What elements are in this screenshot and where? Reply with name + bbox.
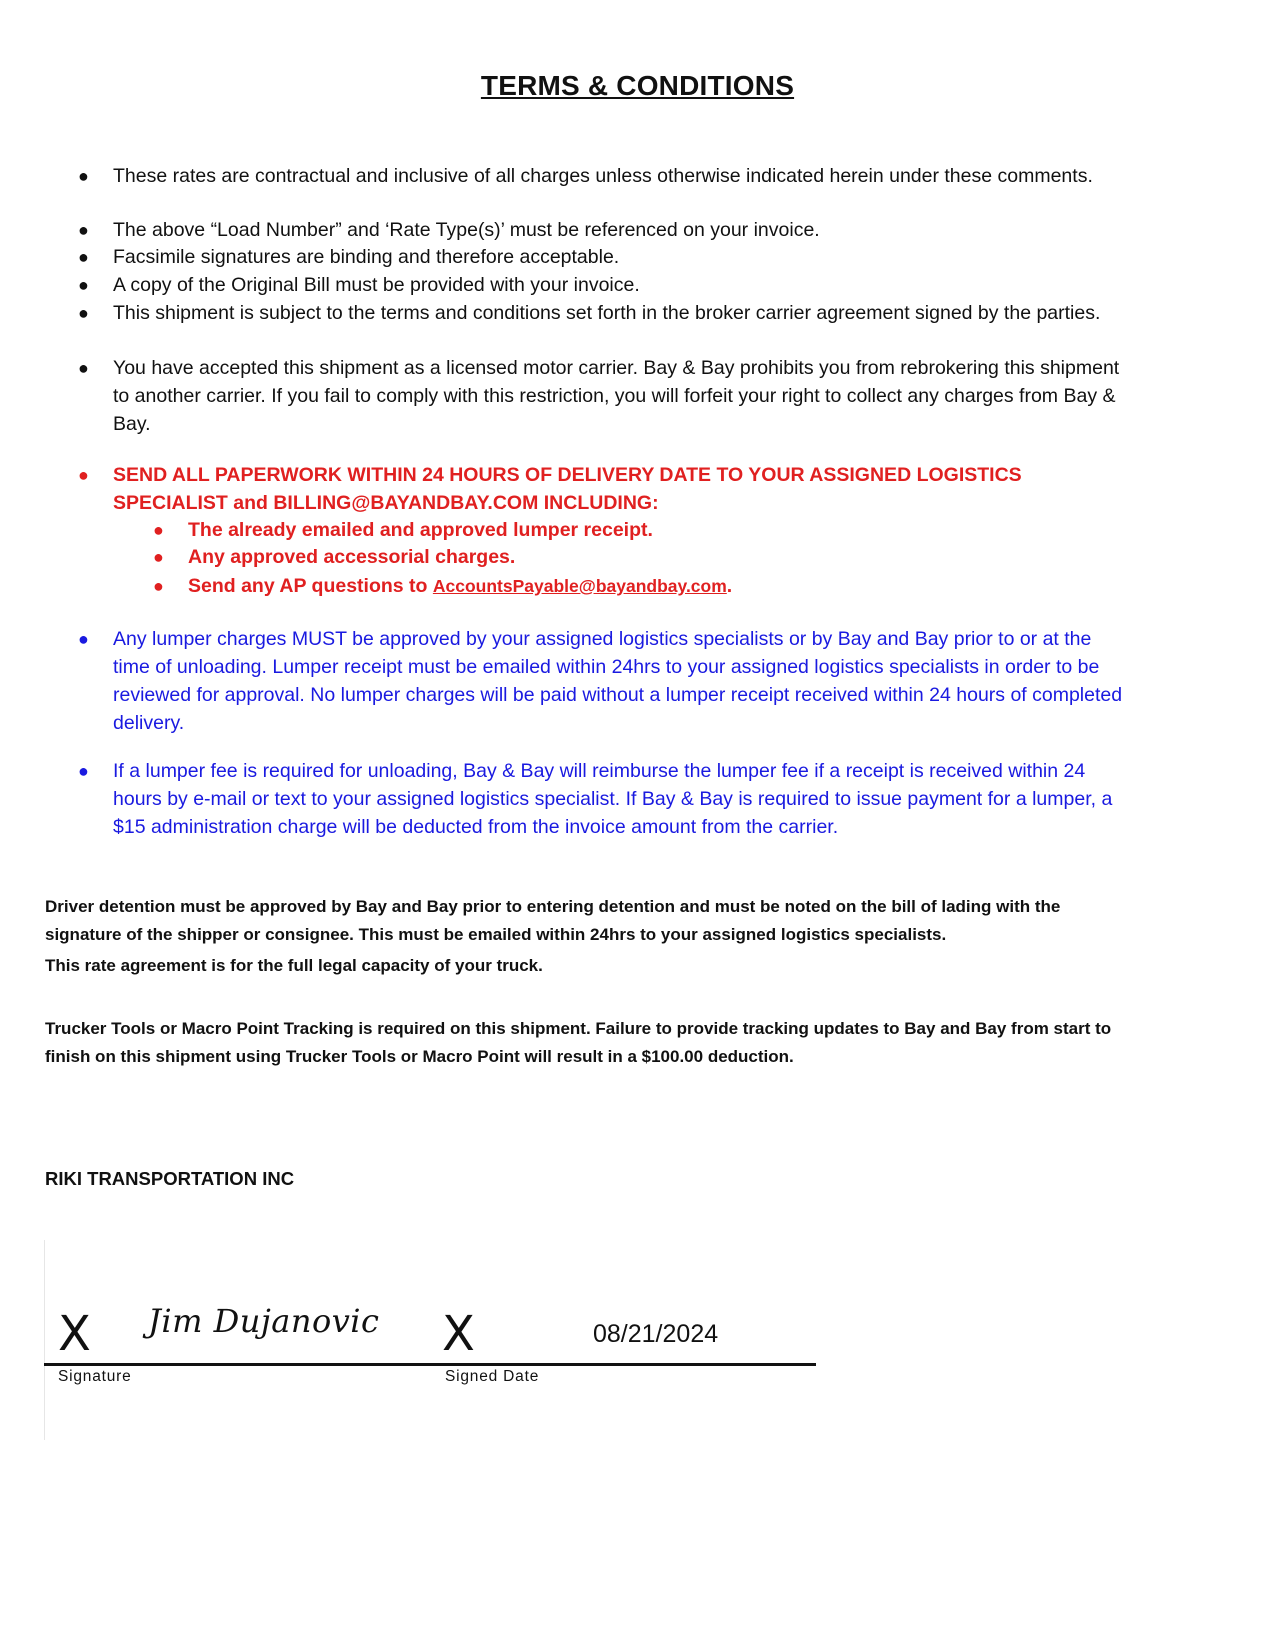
bullet-icon: ●	[78, 303, 89, 323]
lumper-text: Any lumper charges MUST be approved by your assigned logistics specialists or by Bay and Bay prior to or at the time of unloading. Lumper receipt must be emailed within 24hrs to your assigned logistics specialists in order to be reviewed for approval. No lumper charges will be paid without a lumper receipt received within 24 hours of completed delivery.	[113, 628, 1123, 734]
tracking-paragraph: Trucker Tools or Macro Point Tracking is required on this shipment. Failure to provide tracking updates to Bay and Bay from start to finish on this shipment using Trucker Tools or Macro Point will result in a $100.00 deduction.	[45, 1019, 1112, 1066]
signed-date-x-mark: X	[442, 1306, 475, 1362]
bullet-icon: ●	[153, 576, 164, 596]
signature-name: Jim Dujanovic	[148, 1302, 380, 1340]
signature-line[interactable]	[44, 1363, 430, 1366]
company-name: RIKI TRANSPORTATION INC	[45, 1168, 295, 1189]
bullet-text: This shipment is subject to the terms and conditions set forth in the broker carrier agreement signed by the parties.	[113, 302, 1101, 324]
paperwork-sub-item	[153, 543, 1088, 571]
bullet-item	[78, 299, 1123, 327]
bullet-text: The above “Load Number” and ‘Rate Type(s)’ must be referenced on your invoice.	[113, 219, 820, 241]
divider	[44, 1240, 45, 1440]
lumper-bullet	[78, 625, 1123, 737]
bullet-icon: ●	[78, 166, 89, 186]
bullet-icon: ●	[153, 547, 164, 567]
bullet-item	[78, 354, 1123, 438]
bullet-text: Facsimile signatures are binding and therefore acceptable.	[113, 246, 620, 268]
detention-paragraph: Driver detention must be approved by Bay and Bay prior to entering detention and must be noted on the bill of lading with the signature of the shipper or consignee. This must be emailed within 24hrs to your assigned logistics specialists.	[45, 897, 1061, 944]
bullet-icon: ●	[78, 220, 89, 240]
lumper-bullet	[78, 757, 1123, 841]
paperwork-sub-item	[153, 572, 1088, 600]
bullet-item	[78, 216, 1123, 244]
signed-date-value: 08/21/2024	[593, 1320, 719, 1348]
paperwork-sub-text: The already emailed and approved lumper receipt.	[188, 519, 653, 541]
bullet-text: You have accepted this shipment as a licensed motor carrier. Bay & Bay prohibits you from rebrokering this shipment to another carrier. If you fail to comply with this restriction, you will forfeit your right to collect any charges from Bay & Bay.	[113, 357, 1120, 435]
lumper-text: If a lumper fee is required for unloading, Bay & Bay will reimburse the lumper fee if a receipt is received within 24 hours by e-mail or text to your assigned logistics specialist. If Bay & Bay is required to issue payment for a lumper, a $15 administration charge will be deducted from the invoice amount from the carrier.	[113, 760, 1113, 838]
bullet-icon: ●	[78, 247, 89, 267]
ap-prefix: Send any AP questions to	[188, 575, 433, 597]
page-title: TERMS & CONDITIONS	[480, 70, 795, 101]
capacity-paragraph: This rate agreement is for the full legal capacity of your truck.	[45, 956, 543, 975]
paperwork-sub-text: Any approved accessorial charges.	[188, 546, 516, 568]
signed-date-line[interactable]	[430, 1363, 816, 1366]
accounts-payable-link[interactable]: AccountsPayable@bayandbay.com	[432, 576, 727, 596]
signature-x-mark: X	[58, 1306, 91, 1362]
signed-date-label: Signed Date	[445, 1368, 540, 1385]
bullet-item	[78, 162, 1123, 190]
paperwork-sub-item	[153, 516, 1088, 544]
signature-label: Signature	[58, 1368, 132, 1385]
bullet-icon: ●	[78, 761, 89, 781]
paperwork-bullet	[78, 461, 1123, 517]
bullet-icon: ●	[153, 520, 164, 540]
bullet-item	[78, 271, 1123, 299]
bullet-text: A copy of the Original Bill must be provided with your invoice.	[113, 274, 640, 296]
bullet-icon: ●	[78, 629, 89, 649]
bullet-text: These rates are contractual and inclusive of all charges unless otherwise indicated herein under these comments.	[113, 165, 1093, 187]
ap-suffix: .	[726, 575, 733, 597]
paperwork-text: SEND ALL PAPERWORK WITHIN 24 HOURS OF DELIVERY DATE TO YOUR ASSIGNED LOGISTICS SPECIALIST and BILLING@BAYANDBAY.COM INCLUDING:	[113, 464, 1022, 514]
bullet-icon: ●	[78, 275, 89, 295]
bullet-item	[78, 243, 1123, 271]
bullet-icon: ●	[78, 358, 89, 378]
bullet-icon: ●	[78, 465, 89, 485]
